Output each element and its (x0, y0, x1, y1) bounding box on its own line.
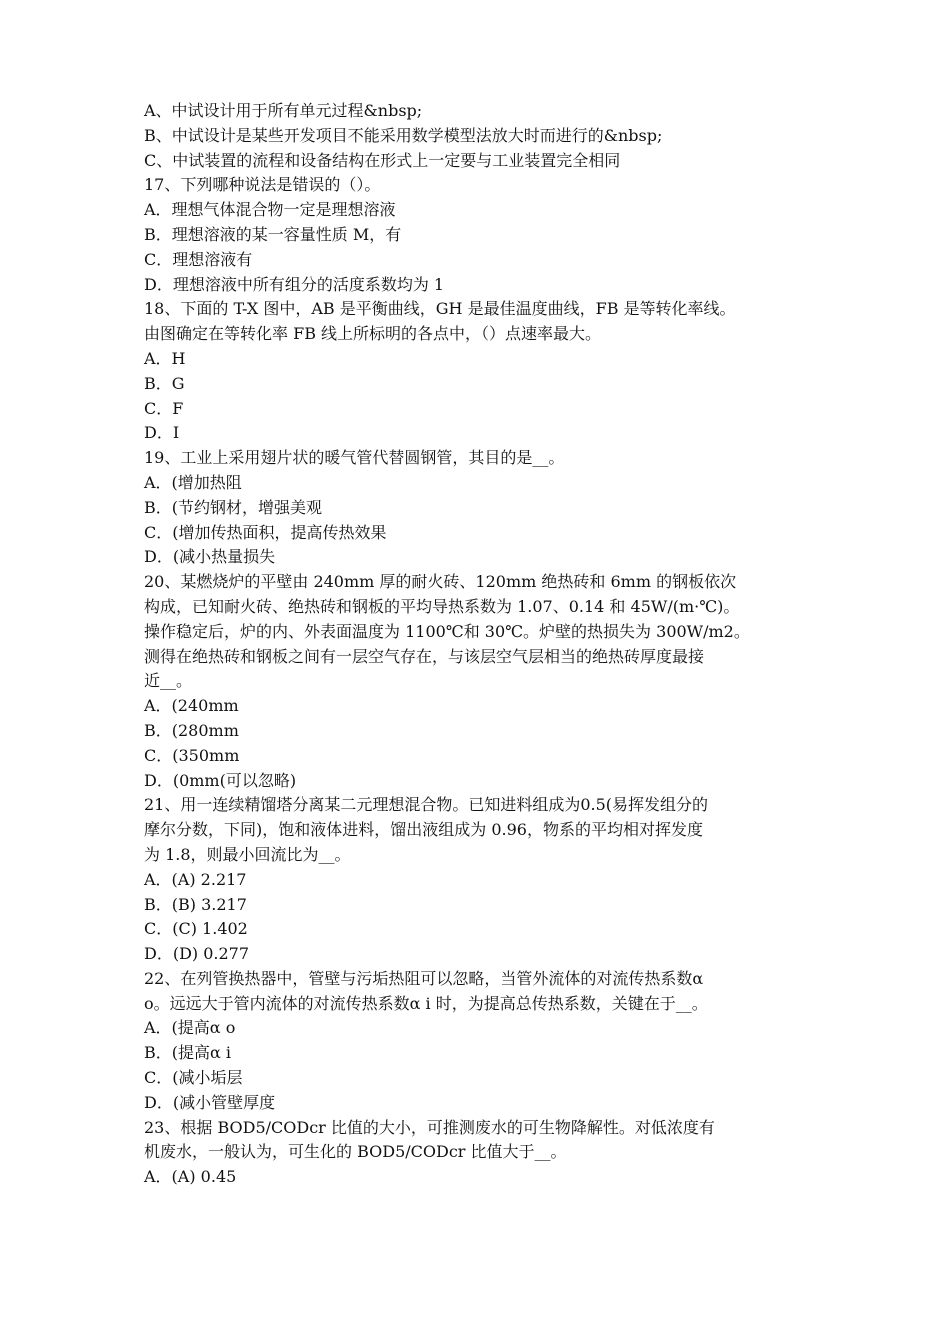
question-19: 19、工业上采用翅片状的暖气管代替圆钢管，其目的是__。 (144, 448, 565, 468)
question-22-continuation: o。远远大于管内流体的对流传热系数α i 时，为提高总传热系数，关键在于__。 (144, 993, 708, 1013)
option-line: D．I (144, 423, 180, 443)
text-line: C、中试装置的流程和设备结构在形式上一定要与工业装置完全相同 (144, 150, 621, 170)
option-line: A．(A) 2.217 (144, 869, 247, 889)
option-line: D．理想溶液中所有组分的活度系数均为 1 (144, 274, 445, 294)
text-line: A、中试设计用于所有单元过程&nbsp; (144, 101, 423, 120)
question-20-continuation: 操作稳定后，炉的内、外表面温度为 1100℃和 30℃。炉壁的热损失为 300W/m2。 (144, 621, 750, 641)
option-line: D．(减小管壁厚度 (144, 1092, 276, 1112)
option-line: B．理想溶液的某一容量性质 M，有 (144, 224, 402, 244)
option-line: A．(增加热阻 (144, 472, 242, 492)
question-20-continuation: 测得在绝热砖和钢板之间有一层空气存在，与该层空气层相当的绝热砖厚度最接 (144, 646, 705, 666)
question-21-continuation: 摩尔分数，下同)，饱和液体进料，馏出液组成为 0.96，物系的平均相对挥发度 (144, 820, 703, 840)
option-line: C．(C) 1.402 (144, 919, 248, 939)
question-22: 22、在列管换热器中，管壁与污垢热阻可以忽略，当管外流体的对流传热系数α (144, 968, 704, 988)
option-line: D．(0mm(可以忽略) (144, 770, 297, 790)
question-23: 23、根据 BOD5/CODcr 比值的大小，可推测废水的可生物降解性。对低浓度有 (144, 1117, 715, 1137)
document-body (144, 99, 810, 1190)
question-20-continuation: 构成，已知耐火砖、绝热砖和钢板的平均导热系数为 1.07、0.14 和 45W/(m·℃)。 (144, 596, 740, 616)
option-line: B．G (144, 373, 185, 393)
option-line: A．(A) 0.45 (144, 1167, 237, 1187)
text-line: B、中试设计是某些开发项目不能采用数学模型法放大时而进行的&nbsp; (144, 125, 663, 145)
option-line: D．(减小热量损失 (144, 547, 276, 567)
question-18-continuation: 由图确定在等转化率 FB 线上所标明的各点中，（）点速率最大。 (144, 324, 602, 344)
option-line: A．H (144, 348, 186, 368)
option-line: C．(减小垢层 (144, 1068, 243, 1088)
option-line: A．(提高α o (144, 1018, 236, 1038)
option-line: A．(240mm (144, 696, 239, 716)
question-20: 20、某燃烧炉的平壁由 240mm 厚的耐火砖、120mm 绝热砖和 6mm 的钢板依次 (144, 572, 737, 592)
option-line: A．理想气体混合物一定是理想溶液 (144, 200, 396, 220)
option-line: B．(节约钢材，增强美观 (144, 497, 323, 517)
option-line: C．理想溶液有 (144, 249, 253, 269)
question-20-continuation: 近__。 (144, 671, 193, 691)
option-line: C．(增加传热面积，提高传热效果 (144, 522, 387, 542)
option-line: C．(350mm (144, 745, 240, 765)
question-18: 18、下面的 T-X 图中，AB 是平衡曲线，GH 是最佳温度曲线，FB 是等转化率线。 (144, 299, 736, 319)
option-line: C．F (144, 398, 184, 418)
option-line: D．(D) 0.277 (144, 944, 250, 964)
question-17: 17、下列哪种说法是错误的（）。 (144, 175, 381, 195)
option-line: B．(B) 3.217 (144, 894, 247, 914)
option-line: B．(280mm (144, 720, 239, 740)
question-21-continuation: 为 1.8，则最小回流比为__。 (144, 844, 351, 864)
question-23-continuation: 机废水，一般认为，可生化的 BOD5/CODcr 比值大于__。 (144, 1142, 567, 1162)
question-21: 21、用一连续精馏塔分离某二元理想混合物。已知进料组成为0.5(易挥发组分的 (144, 795, 709, 815)
option-line: B．(提高α i (144, 1043, 232, 1063)
